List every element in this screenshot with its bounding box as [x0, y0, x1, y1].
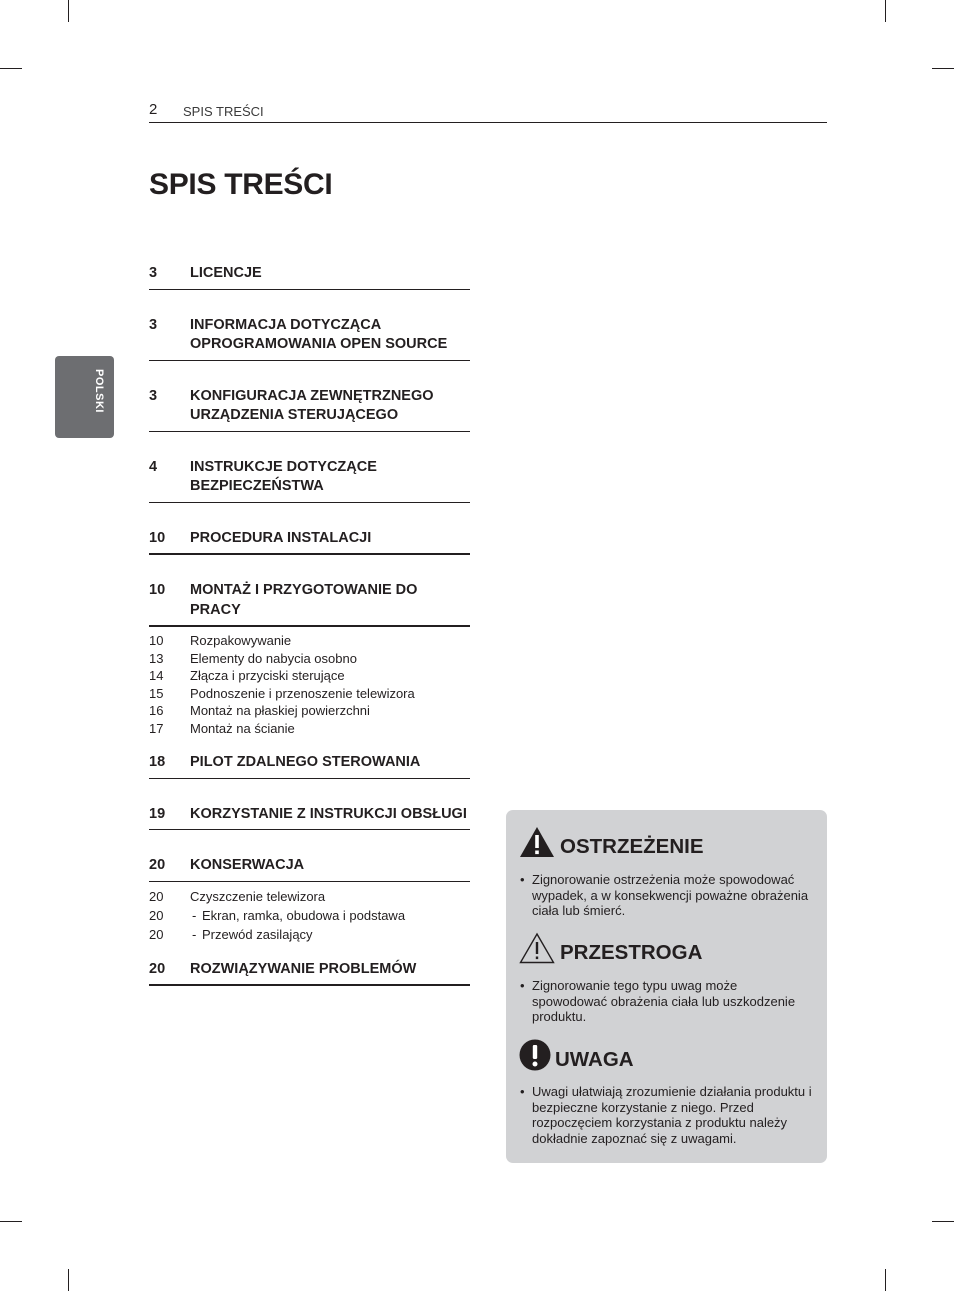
crop-mark: [932, 1221, 954, 1222]
toc-subentry[interactable]: [149, 702, 470, 720]
exclamation-circle-icon: [519, 1039, 551, 1071]
toc-entry[interactable]: [149, 387, 470, 432]
toc-subtitle: Elementy do nabycia osobno: [190, 650, 357, 666]
warning-title: OSTRZEŻENIE: [560, 835, 704, 858]
caution-list: [520, 978, 815, 1025]
toc-title: KORZYSTANIE Z INSTRUKCJI OBSŁUGI: [190, 805, 467, 822]
toc-page-number: 16: [149, 703, 164, 718]
toc-entry[interactable]: [149, 805, 470, 831]
toc-entry[interactable]: [149, 960, 470, 987]
toc-page-number: 19: [149, 805, 166, 822]
warning-triangle-outline-icon: [519, 932, 555, 964]
running-title: SPIS TREŚCI: [183, 104, 264, 119]
dash-marker: -: [192, 926, 197, 942]
toc-subentry[interactable]: [149, 650, 470, 668]
toc-page-number: 20: [149, 926, 164, 942]
toc-title: KONFIGURACJA ZEWNĘTRZNEGO URZĄDZENIA STERUJĄCEGO: [190, 387, 434, 423]
caution-text: • Zignorowanie tego typu uwag może spowodować obrażenia ciała lub uszkodzenie produktu.: [520, 978, 815, 1025]
toc-entry[interactable]: [149, 753, 470, 779]
toc-page-number: 13: [149, 650, 164, 666]
note-heading: [519, 1039, 634, 1071]
dash-marker: -: [192, 907, 197, 923]
toc-subentry[interactable]: [149, 685, 470, 703]
toc-subtitle: Ekran, ramka, obudowa i podstawa: [202, 907, 406, 923]
page-title: SPIS TREŚCI: [149, 168, 333, 201]
toc-page-number: 3: [149, 316, 158, 333]
toc-subtitle: Złącza i przyciski sterujące: [190, 668, 345, 683]
toc-page-number: 20: [149, 857, 166, 873]
toc-page-number: 15: [149, 685, 164, 701]
toc-subentry[interactable]: [149, 720, 470, 738]
warning-triangle-filled-icon: [519, 826, 555, 858]
toc-page-number: 20: [149, 907, 164, 923]
notice-box: [506, 810, 827, 1163]
toc-subtitle: Przewód zasilający: [202, 926, 313, 942]
toc-page-number: 10: [149, 529, 166, 546]
toc-page-number: 10: [149, 633, 164, 648]
crop-mark: [0, 68, 22, 69]
toc-page-number: 20: [149, 888, 164, 904]
note-title: UWAGA: [555, 1048, 634, 1071]
crop-mark: [68, 0, 69, 22]
caution-title: PRZESTROGA: [560, 941, 703, 964]
toc-page-number: 17: [149, 720, 164, 736]
toc-page-number: 3: [149, 265, 158, 281]
crop-mark: [68, 1269, 69, 1291]
toc-subentry[interactable]: [149, 632, 470, 650]
language-tab: [55, 356, 114, 438]
table-of-contents: [149, 264, 470, 1012]
toc-page-number: 3: [149, 387, 158, 404]
toc-title: KONSERWACJA: [190, 857, 305, 873]
toc-page-number: 14: [149, 668, 164, 683]
crop-mark: [932, 68, 954, 69]
toc-title: PILOT ZDALNEGO STEROWANIA: [190, 754, 421, 770]
toc-subtitle: Podnoszenie i przenoszenie telewizora: [190, 685, 415, 701]
toc-title: PROCEDURA INSTALACJI: [190, 529, 372, 546]
page-header: [149, 98, 827, 123]
toc-subentry[interactable]: [149, 906, 470, 925]
language-tab-label: POLSKI: [93, 369, 105, 413]
toc-title: INFORMACJA DOTYCZĄCA OPROGRAMOWANIA OPEN SOURCE: [190, 316, 448, 352]
warning-heading: [519, 826, 704, 858]
warning-list: [520, 872, 815, 919]
toc-subtitle: Montaż na płaskiej powierzchni: [190, 703, 370, 718]
toc-title: INSTRUKCJE DOTYCZĄCE BEZPIECZEŃSTWA: [190, 458, 377, 494]
toc-entry[interactable]: [149, 264, 470, 290]
crop-mark: [885, 1269, 886, 1291]
toc-page-number: 4: [149, 458, 158, 475]
note-text: • Uwagi ułatwiają zrozumienie działania produktu i bezpieczne korzystanie z niego. Przed rozpoczęciem korzystania z produktu należy dokładnie zapoznać się z uwagami.: [520, 1084, 815, 1147]
toc-title: MONTAŻ I PRZYGOTOWANIE DO PRACY: [190, 582, 418, 618]
page-number: 2: [149, 101, 158, 118]
toc-subtitle: Czyszczenie telewizora: [190, 888, 326, 904]
note-list: [520, 1084, 815, 1147]
toc-subtitle: Rozpakowywanie: [190, 633, 292, 648]
warning-text: • Zignorowanie ostrzeżenia może spowodować wypadek, a w konsekwencji poważne obrażenia ciała lub śmierć.: [520, 872, 815, 919]
caution-heading: [519, 932, 702, 964]
toc-subentry[interactable]: [149, 925, 470, 944]
toc-page-number: 20: [149, 960, 166, 977]
toc-subentry[interactable]: [149, 667, 470, 685]
toc-entry[interactable]: [149, 316, 470, 361]
toc-entry[interactable]: [149, 529, 470, 556]
toc-subentry[interactable]: [149, 887, 470, 906]
toc-entry[interactable]: [149, 458, 470, 503]
toc-title: LICENCJE: [190, 265, 262, 281]
toc-subsection-list: [149, 887, 470, 944]
toc-subsection-list: [149, 632, 470, 737]
toc-entry[interactable]: [149, 581, 470, 627]
toc-subtitle: Montaż na ścianie: [190, 720, 295, 736]
toc-entry[interactable]: [149, 856, 470, 882]
toc-page-number: 10: [149, 582, 166, 598]
toc-page-number: 18: [149, 754, 166, 770]
crop-mark: [885, 0, 886, 22]
crop-mark: [0, 1221, 22, 1222]
toc-title: ROZWIĄZYWANIE PROBLEMÓW: [190, 960, 417, 977]
